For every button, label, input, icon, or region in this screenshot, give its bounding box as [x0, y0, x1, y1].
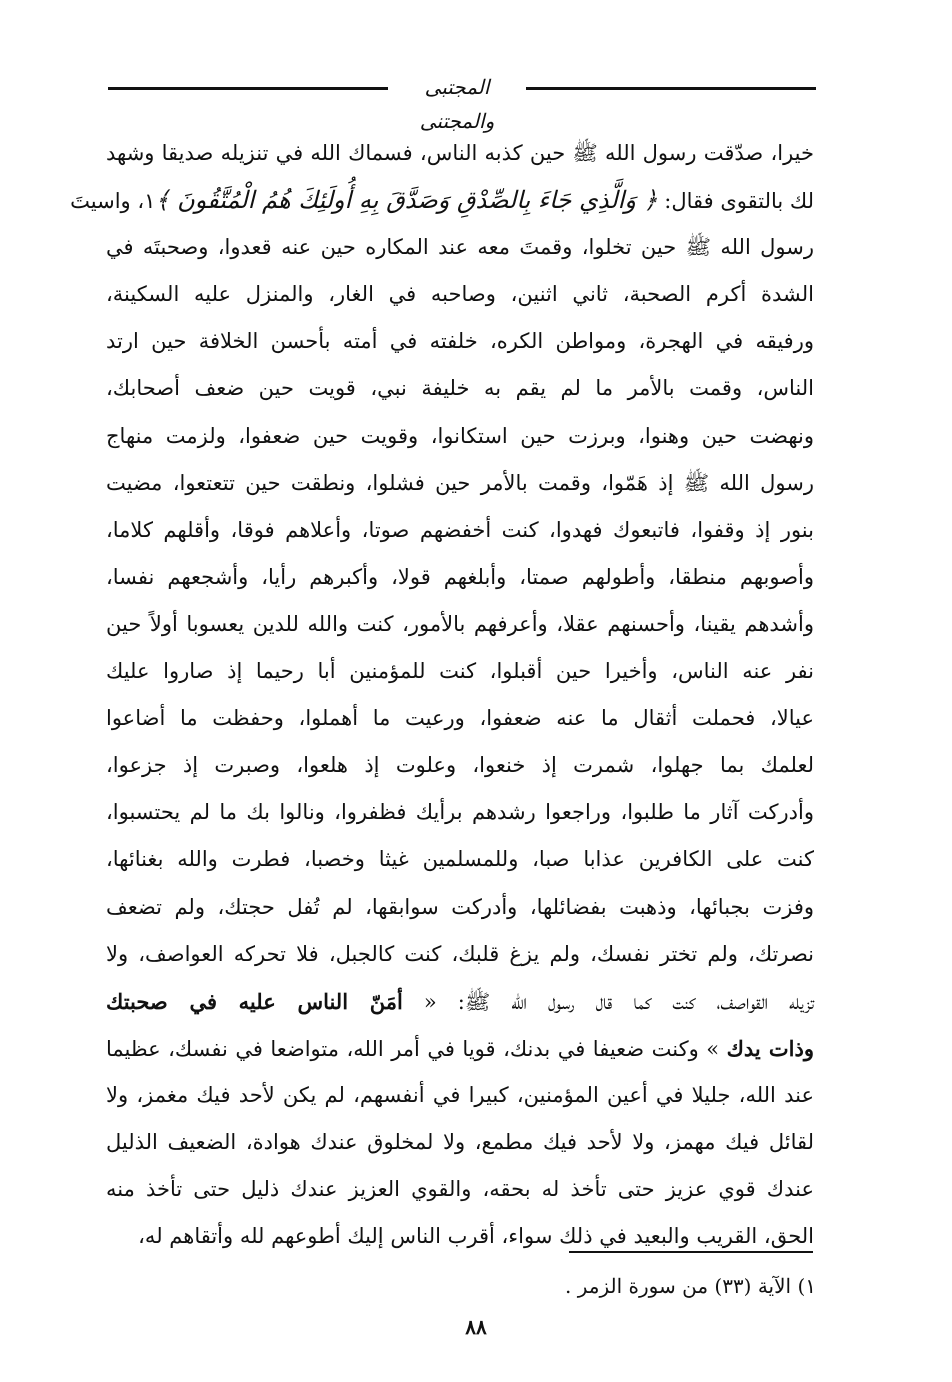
running-header — [108, 70, 816, 133]
line-text: ونهضت حين وهنوا، وبرزت حين استكانوا، وقويت حين ضعفوا، ولزمت منهاج — [106, 423, 814, 448]
line-text: عندك قوي عزيز حتى تأخذ له بحقه، والقوي العزيز عندك ذليل حتى تأخذ منه — [106, 1177, 814, 1202]
body-text — [70, 130, 814, 1260]
footnote-separator — [569, 1251, 813, 1253]
text-line — [106, 601, 814, 648]
text-line — [106, 789, 814, 836]
line-text: كنت على الكافرين عذابا صبا، وللمسلمين غيثا وخصبا، فطرت والله بغنائها، — [106, 847, 814, 872]
line-text: الناس، وقمت بالأمر ما لم يقم به خليفة نبي، قويت حين ضعف أصحابك، — [106, 376, 814, 401]
line-text: ورفيقه في الهجرة، ومواطن الكره، خلفته في أمته بأحسن الخلافة حين ارتد — [106, 329, 814, 354]
line-text: لعلمك بما جهلوا، شمرت إذ خنعوا، وعلوت إذ هلعوا، وصبرت إذ جزعوا، — [106, 753, 814, 778]
line-text: لقائل فيك مهمز، ولا لأحد فيك مطمع، ولا لمخلوق عندك هوادة، الضعيف الذليل — [106, 1129, 814, 1154]
line-text: خيرا، صدّقت رسول الله ﷺ حين كذبه الناس، فسماك الله في تنزيله صديقا وشهد — [106, 141, 814, 165]
text-line — [106, 130, 814, 177]
text-line — [106, 931, 814, 978]
text-line — [106, 1025, 814, 1072]
text-line — [106, 695, 814, 742]
text-line — [106, 224, 814, 271]
hadith-quote: أمَنّ الناس عليه في صحبتك — [106, 988, 403, 1014]
header-title: المجتبى والمجتنى — [419, 75, 495, 133]
line-text: وأشدهم يقينا، وأحسنهم عقلا، وأعرفهم بالأمور، كنت والله للدين يعسوبا أولاً حين — [106, 611, 814, 636]
hadith-quote: وذات يدك — [726, 1035, 814, 1061]
line-text: عيالا، فحملت أثقال ما عنه ضعفوا، ورعيت ما أهملوا، وحفظت ما أضاعوا — [106, 706, 814, 731]
text-line — [106, 413, 814, 460]
text-line — [106, 507, 814, 554]
header-rule-right — [526, 87, 816, 90]
line-text-after: » وكنت ضعيفا في بدنك، قويا في أمر الله، متواضعا في نفسك، عظيما — [106, 1036, 727, 1061]
text-line — [70, 177, 814, 224]
line-text-before: لك بالتقوى فقال: — [657, 189, 814, 214]
text-line — [106, 460, 814, 507]
text-line — [106, 836, 814, 883]
quran-verse: ﴿ وَالَّذِي جَاءَ بِالصِّدْقِ وَصَدَّقَ بِهِ أُولَئِكَ هُمُ الْمُتَّقُونَ ﴾ — [155, 186, 658, 215]
line-text: عند الله، جليلا في أعين المؤمنين، كبيرا في أنفسهم، لم يكن لأحد فيك مغمز، ولا — [106, 1082, 814, 1107]
text-line — [106, 318, 814, 365]
text-line — [106, 1166, 814, 1213]
text-line — [106, 365, 814, 412]
text-line — [106, 554, 814, 601]
text-line — [106, 884, 814, 931]
line-text: نصرتك، ولم تختر نفسك، ولم يزغ قلبك، كنت كالجبل، فلا تحركه العواصف، ولا — [106, 941, 814, 966]
footnote: ١) الآية (٣٣) من سورة الزمر . — [565, 1274, 816, 1298]
line-text-after: ١، واسيتَ — [70, 189, 156, 214]
text-line — [106, 1072, 814, 1119]
text-line — [106, 978, 814, 1025]
line-text: الشدة أكرم الصحبة، ثاني اثنين، وصاحبه في الغار، والمنزل عليه السكينة، — [106, 282, 814, 307]
text-line — [106, 1119, 814, 1166]
line-text: رسول الله ﷺ حين تخلوا، وقمتَ معه عند المكاره حين عنه قعدوا، وصحبتَه في — [106, 235, 814, 260]
line-text: نفر عنه الناس، وأخيرا حين أقبلوا، كنت للمؤمنين أبا رحيما إذ صاروا عليك — [106, 659, 814, 684]
line-text: وأصوبهم منطقا، وأطولهم صمتا، وأبلغهم قولا، وأكبرهم رأيا، وأشجعهم نفسا، — [106, 564, 814, 589]
text-line — [106, 271, 814, 318]
line-text: وأدركت آثار ما طلبوا، وراجعوا رشدهم برأيك فظفروا، ونالوا بك ما لم يحتسبوا، — [106, 800, 814, 825]
line-text: وفزت بجبائها، وذهبت بفضائلها، وأدركت سوابقها، لم تُفل حجتك، ولم تضعف — [106, 894, 814, 919]
text-line — [106, 648, 814, 695]
page-number: ٨٨ — [465, 1315, 487, 1339]
header-rule-left — [108, 87, 388, 90]
text-line — [106, 742, 814, 789]
line-text-before: تزيله القواصف، كنت كما قال رسول الله ﷺ: « — [402, 989, 814, 1014]
line-text: رسول الله ﷺ إذ هَمّوا، وقمت بالأمر حين فشلوا، ونطقت حين تتعتعوا، مضيت — [106, 470, 814, 495]
line-text: الحق، القريب والبعيد في ذلك سواء، أقرب الناس إليك أطوعهم لله وأتقاهم له، — [138, 1224, 814, 1249]
line-text: بنور إذ وقفوا، فاتبعوك فهدوا، كنت أخفضهم صوتا، وأعلاهم فوقا، وأقلهم كلاما، — [106, 517, 814, 542]
text-line — [106, 1213, 814, 1260]
